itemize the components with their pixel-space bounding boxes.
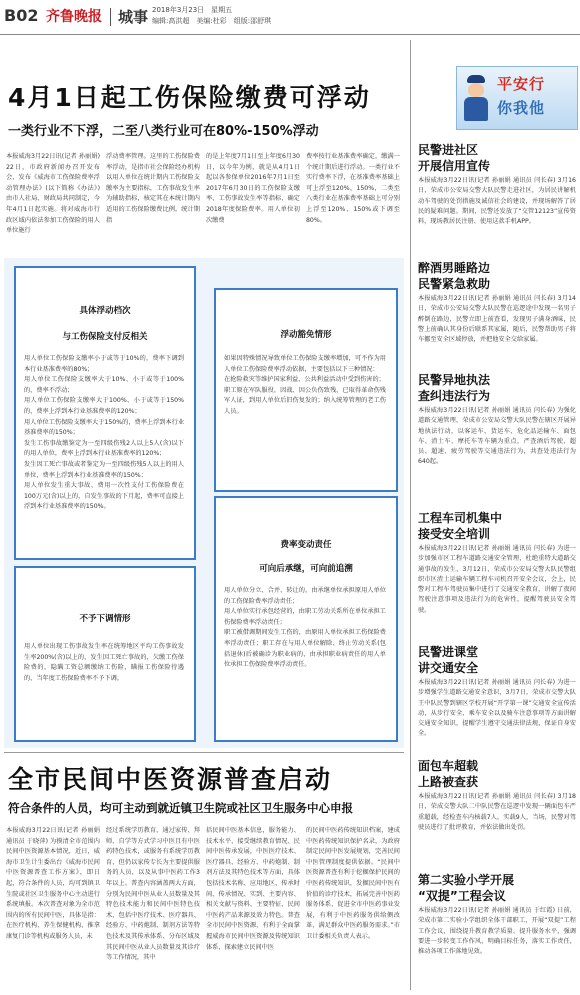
brief-6-title-2: 上路被查获	[418, 775, 479, 789]
right-column-divider	[410, 40, 411, 990]
brief-4-body: 本报威海3月22日讯(记者 孙丽娟 通讯员 闫长春) 为进一步加强市区工程车道路交通安全管理，杜绝重特大道路交通事故的发生，3月12日，荣成市公安局交警大队民警组织市区渣土运输车辆工程车司机召开安全会议，会上，民警对工程车驾驶员集中进行了交通安全教育，讲解了夜间驾驶注意事项及违法行为的危害性，提醒驾驶员安全驾驶。	[418, 545, 576, 614]
brief-7	[418, 872, 576, 988]
box3-title: 浮动豁免情形	[280, 330, 332, 340]
brief-1	[418, 142, 576, 248]
story2-col2: 经过系统学历教育，通过家传、拜师、自学等方式学习中医且有中医药特色技术，或服务有系统学历教育，但仍以家传专长为主要提供服务的人员，以及从事中医药工作3年以上。普查内容涵盖两大方面，分别为民间中医从业人员数量及其特色技术能力和民间中医特色技术，包括中医疗技术、医疗器具、经验方、中药炮制、制剂方法等特色技术及其传承体系、分布区域及其民间中医从业人员数量及其诊疗等工作情况，其中	[106, 827, 200, 962]
box-rate-responsibility	[214, 496, 398, 742]
brief-4-title-2: 接受安全培训	[418, 527, 491, 541]
box4-p2: 用人单位实行承包经营的，由职工劳动关系所在单位承担工伤保险费率浮动责任；	[224, 608, 386, 626]
brief-2-title-1: 醉酒男睡路边	[418, 261, 491, 275]
page-number: B02	[4, 6, 39, 25]
brief-7-title-2: “双提”工程会议	[418, 889, 506, 903]
brief-5	[418, 644, 576, 760]
box4-body	[224, 586, 386, 734]
brief-5-title-1: 民警进课堂	[418, 645, 479, 659]
box-no-decrease	[14, 566, 196, 742]
brief-6-body: 本报威海3月22日讯(记者 孙丽娟 通讯员 闫长春) 3月18日，荣成交警大队二中队民警在巡逻中发现一辆面包车严重超载，经检查车内核载7人，实载9人，当场，民警对驾驶员进行了批评教育，并依法做出处罚。	[418, 793, 576, 831]
brief-4-title-1: 工程车司机集中	[418, 511, 503, 525]
box4-subtitle: 可向后承继，可向前追溯	[259, 564, 353, 574]
story1-col2: 浮动费率管理。这里的工伤保险费率浮动，是指市社会保险经办机构以用人单位在统计期内工伤保险支缴率为主要指标，工伤事故发生率为辅助指标，核定其在本统计期内适用的工伤保险缴费比例。统计期指	[106, 153, 200, 224]
paper-logo: 齐鲁晚报	[46, 9, 102, 25]
brief-2	[418, 260, 576, 366]
police-figure-icon	[461, 75, 491, 123]
brief-1-title-2: 开展信用宣传	[418, 159, 491, 173]
box3-body	[224, 354, 386, 484]
box-exemption	[214, 288, 398, 492]
brief-3	[418, 372, 576, 518]
box-float-levels	[14, 266, 196, 560]
brief-4	[418, 510, 576, 637]
story1-col4: 费率按行业基准费率确定，缴满一个统计期后进行浮动。一类行业不实行费率下浮，在基准费率基础上可上浮至120%、150%，二类至八类行业在基准费率基础上可分别上浮至120%、150%或下调至80%。	[306, 153, 400, 224]
box1-p1: 用人单位工伤保险支缴率小于或等于10%的，费率下调到本行业基准费率的80%；	[24, 355, 184, 373]
brief-1-body: 本报威海3月22日讯(记者 孙丽娟 通讯员 闫长春) 3月16日，荣成市公安局交警大队民警走进社区，为居民讲解机动车驾驶的处罚措施及诚信社会的建设，并现场解答了居民的疑难问题。期间，民警还发放了“交管12123”宣传资料，现场教居民注册、使用这款手机APP。	[418, 177, 576, 226]
story1-title: 4月1日起工伤保险缴费可浮动	[8, 83, 371, 112]
story1-col1: 本报威海3月22日讯(记者 孙丽娟) 22日，市政府新闻办召开发布会，发布《威海市工伤保险费率浮动管理办法》(以下简称《办法》)由市人社局、财政局共同制定，今年4月1日起实施。将对威海市行政区域内依法参加工伤保险的用人单位施行	[6, 153, 100, 235]
box2-p1: 用人单位出现工伤事故发生率在统筹地区平均工伤事故发生率200%(含)以上的，发生因工死亡事故的，欠缴工伤保险费的，隐瞒工资总额缴纳工伤险，瞒报工伤保险待遇的，当年度工伤保险费率不予下调。	[24, 643, 184, 682]
box3-p1: 如果因特殊情况导致单位工伤保险支缴率增加，可不作为用人单位工伤保险费率浮动依据，主要包括以下三种情况：	[224, 355, 386, 373]
banner-line-1: 平安行	[497, 75, 546, 93]
box2-title: 不予下调情形	[79, 614, 131, 624]
brief-6-title-1: 面包车超载	[418, 759, 479, 773]
brief-5-body: 本报威海3月22日讯(记者 孙丽娟 通讯员 闫长春) 为进一步增强学生道路交通安全意识，3月7日，荣成市交警大队王中队民警到辖区学校开展“开学第一课”交通安全宣传活动，从步行安全、乘车安全以及骑车注意事项等方面讲解交通安全知识，提醒学生遵守交通法律法规，保证自身安全。	[418, 679, 576, 738]
box1-p7: 用人单位发生重大事故、费用一次性支付工伤保险费在100万元(含)以上的，自发生事故的下月起，费率可直接上浮到本行业基准费率的150%。	[24, 482, 184, 511]
story-divider	[4, 752, 404, 753]
story1-subtitle: 一类行业不下浮，二至八类行业可在80%-150%浮动	[8, 124, 319, 139]
date-line: 2018年3月23日 星期五	[152, 6, 233, 14]
brief-7-title-1: 第二实验小学开展	[418, 873, 515, 887]
safety-banner	[456, 66, 578, 130]
box1-title: 具体浮动档次	[79, 306, 131, 316]
box1-p4: 用人单位工伤保险支缴率大于150%的，费率上浮到本行业基准费率的150%；	[24, 418, 184, 437]
box1-subtitle: 与工伤保险支付反相关	[62, 332, 148, 342]
box3-p2: 在抢险救灾等维护国家利益、公共利益活动中受到伤害的；	[224, 376, 385, 384]
box1-p3: 用人单位工伤保险支缴率大于100%、小于或等于150%的，费率上浮到本行业基准费率的120%；	[24, 397, 184, 415]
story2-col1: 本报威海3月22日讯(记者 孙丽娟 通讯员 于晓萍) 为摸清全市范围内民间中医资源基本情况，近日，威海市卫生计生委出台《威海市民间中医资源普查工作方案》，即日起，符合条件的人员，均可到镇卫生院或社区卫生服务中心主动进行系统填报。本次普查对象为全市范围内的所有民间中医，具体是指：在医疗机构、养生保健机构、推拿康复门诊等机构或服务人员，未	[6, 827, 100, 940]
page-header	[0, 0, 580, 35]
brief-3-title-2: 查纠违法行为	[418, 389, 491, 403]
story2-col3: 括民间中医基本信息，服务能力、技术水平、接受继续教育情况、民间中医传承发展，中医医疗技术、医疗器具、经验方、中药炮制、制剂方法及其特色技术等方面，具体包括技术名称、应用地区、传承时间、传承情况、实到、主要内容、相关文献与资料、主要特征、民间中医药产品来源及效力特色。普查全市民间中医资源，有利于全面掌握威海市民间中医资源及传统知识体系，探索建立民间中医	[206, 827, 300, 951]
box4-p3: 职工被借调期间发生工伤的，由原用人单位承担工伤保险费率浮动责任；职工存在与用人单位解除、终止劳动关系(包括退休)后被确诊为职业病的，由承担职业病责任的用人单位承担工伤保险费率浮动责任。	[224, 629, 386, 669]
box3-p3: 职工原在军队服役，因战、因公负伤致残，已取得革命伤残军人证，到用人单位后旧伤复发的；纳入统筹管理的老工伤人员。	[224, 386, 386, 415]
brief-7-body: 本报威海3月22日讯(记者 孙丽娟 通讯员 于红霞) 日前，荣成市第二实验小学组织全体干部职工，开展“双提”工程工作会议，围绕提升教育教学质量、提升服务水平，强调要进一步转变工作作风，明确目标任务，落实工作责任，推动各项工作落地见效。	[418, 907, 576, 956]
editor-line: 编辑:高洪超 美编:杜彩 组版:邵舒琪	[152, 17, 272, 25]
box4-title: 费率变动责任	[280, 540, 332, 550]
brief-5-title-2: 讲交通安全	[418, 661, 479, 675]
story2-col4: 的民间中医药传统知识档案，建成中医药传统知识保护名录，为政府制定民间中医发展规划，完善民间中医管理制度提供依据。“民间中医资源普查有利于挖掘保护民间的中医药传统知识，发掘民间中医有价值的诊疗技术，拓展完善中医药服务体系，促进全市中医药事业发展，有利于中医药服务供给侧改革，满足群众中医药服务需求。”市卫计委相关负责人表示。	[306, 827, 400, 940]
box4-p1: 用人单位分立、合并、转让的，由承继单位承担原用人单位的工伤保险费率浮动责任；	[224, 587, 386, 605]
story2-subtitle: 符合条件的人员，均可主动到就近镇卫生院或社区卫生服务中心申报	[8, 801, 353, 815]
story2-title: 全市民间中医资源普查启动	[8, 765, 333, 794]
brief-3-title-1: 民警异地执法	[418, 373, 491, 387]
box1-p2: 用人单位工伤保险支缴率大于10%、小于或等于100%的，费率不浮动；	[24, 376, 184, 394]
box1-p6: 发生因工死亡事故或者鉴定为一至四级伤残5人以上的用人单位，费率上浮到本行业基准费率的150%；	[24, 460, 184, 479]
box1-p5: 发生工伤事故缴鉴定为一至四级伤残2人以上5人(含)以下的用人单位，费率上浮到本行业基准费率的120%；	[24, 439, 184, 458]
banner-line-2: 你我他	[497, 99, 546, 117]
header-divider	[110, 8, 111, 26]
story1-col3: 的是上年度7月1日至上年度6月30日，以今年为例，就是从4月1日起以各参保单位2016年7月1日至2017年6月30日的工伤保险支缴率、工伤事故发生率等指标，确定2018年度保险费率。用人单位初次缴费	[206, 153, 300, 224]
box1-body	[24, 354, 184, 554]
section-name: 城事	[118, 8, 149, 26]
brief-1-title-1: 民警进社区	[418, 143, 479, 157]
brief-2-body: 本报威海3月22日讯(记者 孙丽娟 通讯员 闫长春) 3月14日，荣成市公安局交警大队民警在巡逻途中发现一名男子醉倒在路边，民警立即上前查看，发现男子满身酒味，民警上前确认其身份后联系其家属，随后，民警帮助男子将车挪至安全区域停放，并把他安全交给家属。	[418, 295, 576, 344]
brief-6	[418, 758, 576, 854]
brief-3-body: 本报威海3月22日讯(记者 孙丽娟 通讯员 闫长春) 为强化道路交通管理，荣成市公安局交警大队民警在辖区开展异地执法行动，以客运车、货运车、危化品运输车、面包车、渣土车、摩托车等车辆为重点，严查酒后驾驶、超员、超速、疲劳驾驶等交通违法行为，共查处违法行为640起。	[418, 407, 576, 466]
brief-2-title-2: 民警紧急救助	[418, 277, 491, 291]
